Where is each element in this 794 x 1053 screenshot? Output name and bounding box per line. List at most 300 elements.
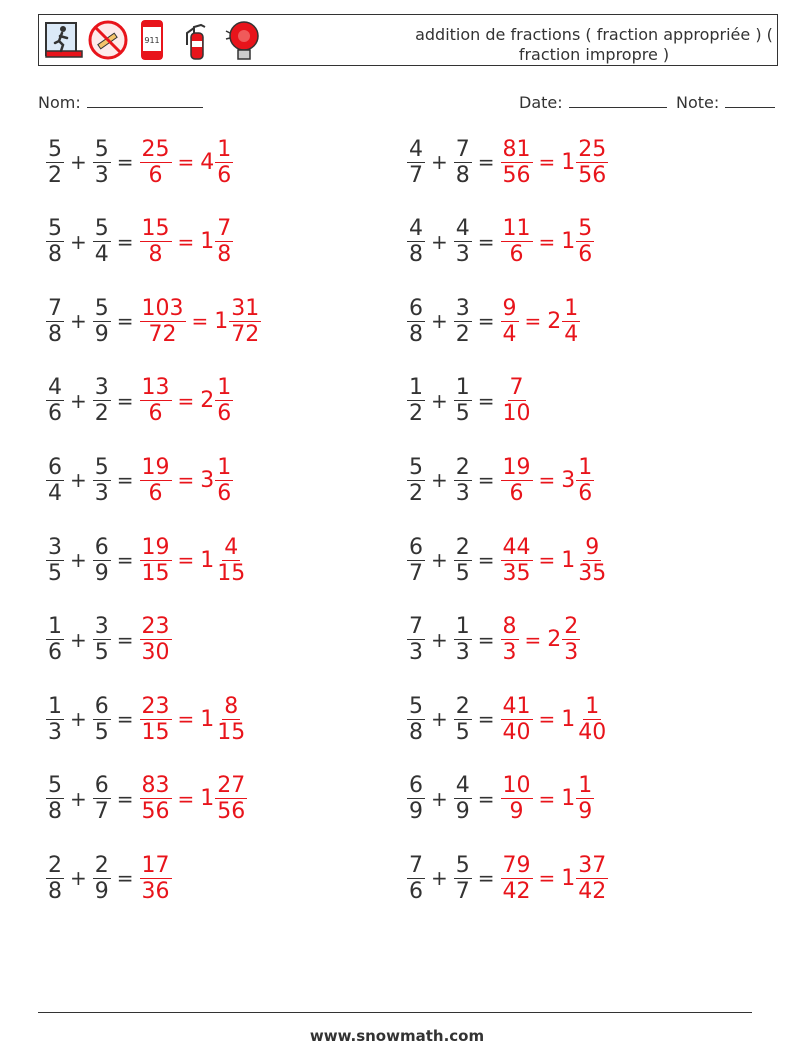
addend-b-fraction-numerator: 5 (94, 216, 109, 242)
mixed-denominator: 8 (217, 242, 232, 268)
addend-a-fraction-denominator: 7 (409, 162, 423, 188)
addend-a-fraction-numerator: 5 (48, 216, 62, 242)
footer-divider (38, 1012, 752, 1013)
result-improper-fraction (140, 535, 172, 586)
result-improper-fraction-numerator: 8 (502, 614, 517, 640)
mixed-fraction-part (562, 614, 580, 665)
mixed-numerator: 1 (217, 454, 232, 480)
mixed-numerator: 4 (224, 534, 239, 560)
addend-a-fraction (46, 455, 64, 506)
mixed-whole-part: 2 (547, 627, 562, 653)
result-improper-fraction-denominator: 6 (509, 480, 524, 506)
addend-b-fraction (93, 535, 111, 586)
addend-b-fraction-numerator: 5 (455, 852, 470, 878)
addend-b-fraction (93, 614, 111, 665)
mixed-numerator: 2 (564, 614, 579, 640)
mixed-fraction-part (576, 455, 594, 506)
addend-a-fraction-numerator: 2 (48, 852, 62, 878)
plus-sign: + (431, 627, 448, 652)
problem-item (46, 448, 233, 512)
mixed-fraction-part (576, 853, 608, 904)
mixed-denominator: 4 (564, 321, 579, 347)
mixed-whole-part: 2 (547, 308, 562, 334)
result-improper-fraction-numerator: 79 (502, 852, 531, 878)
mixed-numerator: 1 (578, 454, 593, 480)
mixed-whole-part: 1 (561, 706, 576, 732)
addend-a-fraction-denominator: 5 (48, 560, 62, 586)
mixed-whole-part: 1 (561, 865, 576, 891)
addend-b-fraction-denominator: 3 (455, 242, 470, 268)
addend-a-fraction-numerator: 1 (409, 375, 423, 401)
addend-b-fraction (93, 296, 111, 347)
mixed-numerator: 31 (231, 295, 260, 321)
addend-b-fraction-denominator: 7 (94, 799, 109, 825)
mixed-denominator: 6 (217, 480, 232, 506)
result-improper-fraction (501, 137, 533, 188)
result-improper-fraction-denominator: 6 (509, 242, 524, 268)
addend-a-fraction (46, 853, 64, 904)
result-improper-fraction (501, 455, 533, 506)
addend-a-fraction-numerator: 4 (48, 375, 62, 401)
mixed-denominator: 56 (578, 162, 607, 188)
equals-sign: = (116, 866, 134, 891)
mixed-numerator: 7 (217, 216, 232, 242)
plus-sign: + (70, 627, 87, 652)
mixed-whole-part: 1 (200, 706, 215, 732)
equals-sign: = (116, 388, 134, 413)
addend-b-fraction-numerator: 2 (455, 454, 470, 480)
equals-sign: = (477, 707, 495, 732)
equals-sign: = (477, 866, 495, 891)
mixed-fraction-part (215, 375, 233, 426)
equals-sign-mixed: = (177, 150, 195, 174)
equals-sign: = (116, 707, 134, 732)
plus-sign: + (70, 150, 87, 174)
problem-item (407, 608, 580, 672)
plus-sign: + (431, 309, 448, 334)
mixed-fraction-part (215, 694, 247, 745)
result-improper-fraction (501, 773, 533, 824)
addend-b-fraction-denominator: 5 (455, 401, 470, 427)
svg-text:911: 911 (144, 36, 160, 45)
mixed-fraction-part (576, 535, 608, 586)
mixed-denominator: 35 (578, 560, 607, 586)
addend-a-fraction-denominator: 2 (409, 401, 423, 427)
addend-a-fraction (407, 375, 425, 426)
result-improper-fraction (140, 375, 172, 426)
result-improper-fraction (501, 296, 519, 347)
addend-b-fraction-denominator: 3 (94, 162, 109, 188)
worksheet-header (38, 14, 778, 66)
problem-item (46, 846, 172, 910)
addend-b-fraction (93, 137, 111, 188)
addend-b-fraction (93, 455, 111, 506)
equals-sign: = (477, 309, 495, 334)
addend-b-fraction-denominator: 5 (455, 719, 470, 745)
result-improper-fraction-denominator: 4 (502, 321, 517, 347)
addend-b-fraction-denominator: 9 (455, 799, 470, 825)
result-improper-fraction-numerator: 19 (141, 454, 170, 480)
addend-b-fraction-denominator: 9 (94, 560, 109, 586)
addend-a-fraction (407, 296, 425, 347)
mixed-denominator: 56 (217, 799, 246, 825)
addend-a-fraction-numerator: 6 (409, 773, 423, 799)
addend-a-fraction (407, 216, 425, 267)
mixed-whole-part: 1 (561, 149, 576, 175)
result-improper-fraction-numerator: 25 (141, 136, 170, 162)
equals-sign: = (477, 548, 495, 572)
problem-item (407, 767, 594, 831)
plus-sign: + (70, 548, 87, 572)
addend-b-fraction (93, 773, 111, 824)
result-improper-fraction-denominator: 8 (148, 242, 163, 268)
addend-a-fraction-denominator: 8 (409, 719, 423, 745)
name-blank (87, 93, 203, 108)
result-improper-fraction-denominator: 6 (148, 401, 163, 427)
mixed-numerator: 25 (578, 136, 607, 162)
addend-a-fraction-numerator: 5 (409, 454, 423, 480)
name-field (38, 93, 203, 112)
mixed-denominator: 6 (578, 480, 593, 506)
addend-a-fraction-denominator: 8 (48, 242, 62, 268)
mixed-numerator: 9 (585, 534, 600, 560)
addend-b-fraction-denominator: 7 (455, 878, 470, 904)
problem-item (46, 289, 261, 353)
problem-item (46, 608, 172, 672)
addend-a-fraction (407, 614, 425, 665)
addend-b-fraction-denominator: 5 (94, 719, 109, 745)
equals-sign-mixed: = (538, 866, 556, 891)
mixed-fraction-part (576, 773, 594, 824)
mixed-denominator: 15 (217, 560, 246, 586)
mixed-fraction-part (229, 296, 261, 347)
result-improper-fraction (140, 137, 172, 188)
addend-b-fraction (93, 694, 111, 745)
result-improper-fraction-numerator: 13 (141, 375, 170, 401)
equals-sign: = (116, 468, 134, 493)
grade-label: Note: (676, 93, 720, 112)
fire-extinguisher-icon (175, 19, 217, 61)
addend-a-fraction (407, 694, 425, 745)
grade-blank (725, 93, 775, 108)
addend-b-fraction-numerator: 4 (455, 773, 470, 799)
result-improper-fraction-denominator: 9 (509, 799, 524, 825)
plus-sign: + (70, 309, 87, 334)
result-improper-fraction-denominator: 56 (502, 162, 531, 188)
addend-a-fraction (46, 535, 64, 586)
equals-sign: = (116, 150, 134, 174)
equals-sign: = (116, 627, 134, 652)
mixed-denominator: 6 (217, 162, 232, 188)
result-improper-fraction (501, 375, 533, 426)
grade-field (676, 93, 775, 112)
addend-a-fraction-numerator: 7 (409, 614, 423, 640)
addend-b-fraction-numerator: 5 (94, 295, 109, 321)
addend-b-fraction (454, 773, 472, 824)
mixed-whole-part: 1 (200, 547, 215, 573)
equals-sign-mixed: = (524, 309, 542, 334)
result-improper-fraction-denominator: 30 (141, 640, 170, 666)
addend-a-fraction-denominator: 3 (409, 640, 423, 666)
problem-item (46, 528, 247, 592)
result-improper-fraction (501, 535, 533, 586)
problem-item (407, 130, 608, 194)
result-improper-fraction-denominator: 15 (141, 719, 170, 745)
plus-sign: + (431, 786, 448, 811)
mixed-denominator: 3 (564, 640, 579, 666)
addend-b-fraction (454, 455, 472, 506)
addend-a-fraction-denominator: 8 (409, 321, 423, 347)
plus-sign: + (431, 866, 448, 891)
mixed-whole-part: 1 (561, 786, 576, 812)
addend-b-fraction (454, 137, 472, 188)
mixed-numerator: 5 (578, 216, 593, 242)
addend-a-fraction-numerator: 7 (409, 852, 423, 878)
addend-b-fraction-numerator: 3 (455, 295, 470, 321)
mixed-fraction-part (215, 137, 233, 188)
result-improper-fraction-numerator: 81 (502, 136, 531, 162)
addend-a-fraction-numerator: 5 (48, 773, 62, 799)
addend-a-fraction-denominator: 4 (48, 480, 62, 506)
addend-b-fraction-denominator: 9 (94, 321, 109, 347)
addend-b-fraction-numerator: 2 (455, 534, 470, 560)
addend-b-fraction-denominator: 5 (455, 560, 470, 586)
addend-a-fraction-numerator: 5 (409, 693, 423, 719)
mixed-fraction-part (215, 773, 247, 824)
plus-sign: + (70, 786, 87, 811)
addend-b-fraction (454, 296, 472, 347)
addend-b-fraction (454, 216, 472, 267)
addend-a-fraction-denominator: 8 (48, 799, 62, 825)
equals-sign: = (477, 468, 495, 493)
result-improper-fraction (501, 216, 533, 267)
equals-sign-mixed: = (177, 468, 195, 493)
addend-b-fraction-denominator: 2 (455, 321, 470, 347)
fire-alarm-bell-icon (223, 19, 265, 61)
addend-a-fraction (407, 137, 425, 188)
result-improper-fraction-denominator: 72 (148, 321, 177, 347)
equals-sign-mixed: = (524, 627, 542, 652)
mixed-whole-part: 1 (561, 547, 576, 573)
result-improper-fraction (140, 296, 186, 347)
result-improper-fraction-numerator: 10 (502, 773, 531, 799)
mixed-denominator: 42 (578, 878, 607, 904)
mixed-fraction-part (576, 137, 608, 188)
plus-sign: + (431, 388, 448, 413)
mixed-fraction-part (215, 535, 247, 586)
result-improper-fraction-numerator: 11 (502, 216, 531, 242)
addend-b-fraction-numerator: 2 (455, 693, 470, 719)
no-smoking-icon (87, 19, 129, 61)
addend-a-fraction (46, 773, 64, 824)
plus-sign: + (70, 388, 87, 413)
equals-sign-mixed: = (538, 229, 556, 254)
result-improper-fraction-denominator: 40 (502, 719, 531, 745)
addend-b-fraction-numerator: 1 (455, 375, 470, 401)
mixed-denominator: 15 (217, 719, 246, 745)
result-improper-fraction (140, 694, 172, 745)
addend-b-fraction (454, 375, 472, 426)
addend-a-fraction (407, 773, 425, 824)
worksheet-title: addition de fractions ( fraction appropriée ) ( fraction impropre ) (415, 25, 773, 64)
addend-a-fraction-denominator: 8 (48, 878, 62, 904)
result-improper-fraction-numerator: 41 (502, 693, 531, 719)
problem-item (46, 210, 233, 274)
result-improper-fraction-numerator: 9 (502, 295, 517, 321)
mixed-fraction-part (576, 216, 594, 267)
mixed-numerator: 27 (217, 773, 246, 799)
equals-sign: = (116, 229, 134, 254)
mixed-denominator: 72 (231, 321, 260, 347)
addend-b-fraction (454, 535, 472, 586)
addend-b-fraction (93, 216, 111, 267)
addend-b-fraction-denominator: 4 (94, 242, 109, 268)
mixed-whole-part: 1 (561, 229, 576, 255)
plus-sign: + (70, 866, 87, 891)
addend-a-fraction-numerator: 6 (409, 295, 423, 321)
equals-sign: = (116, 309, 134, 334)
mixed-whole-part: 1 (200, 229, 215, 255)
addend-a-fraction-numerator: 6 (48, 454, 62, 480)
addend-b-fraction-denominator: 3 (455, 480, 470, 506)
plus-sign: + (70, 229, 87, 254)
date-label: Date: (519, 93, 563, 112)
plus-sign: + (70, 468, 87, 493)
mixed-numerator: 1 (217, 136, 232, 162)
addend-b-fraction (454, 853, 472, 904)
addend-a-fraction (46, 614, 64, 665)
problem-item (46, 130, 233, 194)
result-improper-fraction-numerator: 23 (141, 614, 170, 640)
mixed-denominator: 9 (578, 799, 593, 825)
addend-a-fraction (46, 216, 64, 267)
problem-item (407, 289, 580, 353)
addend-b-fraction-numerator: 5 (94, 454, 109, 480)
plus-sign: + (431, 229, 448, 254)
addend-a-fraction-numerator: 1 (48, 693, 62, 719)
addend-a-fraction-denominator: 6 (409, 878, 423, 904)
mixed-fraction-part (215, 216, 233, 267)
mixed-whole-part: 2 (200, 388, 215, 414)
addend-a-fraction-numerator: 5 (48, 136, 62, 162)
result-improper-fraction-numerator: 17 (141, 852, 170, 878)
plus-sign: + (431, 468, 448, 493)
mixed-numerator: 37 (578, 852, 607, 878)
plus-sign: + (431, 548, 448, 572)
addend-a-fraction (46, 296, 64, 347)
addend-b-fraction-numerator: 3 (94, 375, 109, 401)
mixed-numerator: 1 (578, 773, 593, 799)
equals-sign-mixed: = (538, 786, 556, 811)
addend-a-fraction-denominator: 6 (48, 401, 62, 427)
mixed-fraction-part (215, 455, 233, 506)
result-improper-fraction (140, 614, 172, 665)
addend-a-fraction (407, 535, 425, 586)
problem-item (407, 846, 608, 910)
addend-a-fraction-denominator: 6 (48, 640, 62, 666)
addend-a-fraction (46, 694, 64, 745)
result-improper-fraction-numerator: 19 (141, 534, 170, 560)
result-improper-fraction-denominator: 56 (141, 799, 170, 825)
result-improper-fraction (501, 853, 533, 904)
addend-b-fraction-numerator: 7 (455, 136, 470, 162)
addend-a-fraction-denominator: 8 (48, 321, 62, 347)
problem-item (407, 369, 533, 433)
emergency-exit-icon (43, 19, 85, 61)
equals-sign-mixed: = (538, 707, 556, 732)
result-improper-fraction (501, 614, 519, 665)
result-improper-fraction-numerator: 44 (502, 534, 531, 560)
addend-b-fraction-numerator: 6 (94, 534, 109, 560)
addend-a-fraction-denominator: 8 (409, 242, 423, 268)
equals-sign: = (477, 627, 495, 652)
addend-a-fraction-numerator: 4 (409, 136, 423, 162)
mixed-whole-part: 3 (200, 467, 215, 493)
addend-b-fraction-numerator: 3 (94, 614, 109, 640)
addend-b-fraction-numerator: 1 (455, 614, 470, 640)
result-improper-fraction-denominator: 6 (148, 162, 163, 188)
addend-b-fraction-numerator: 5 (94, 136, 109, 162)
addend-b-fraction-numerator: 6 (94, 693, 109, 719)
addend-b-fraction-denominator: 3 (455, 640, 470, 666)
result-improper-fraction-denominator: 15 (141, 560, 170, 586)
addend-b-fraction (93, 375, 111, 426)
equals-sign: = (477, 388, 495, 413)
result-improper-fraction-numerator: 23 (141, 693, 170, 719)
equals-sign-mixed: = (177, 229, 195, 254)
addend-b-fraction-denominator: 3 (94, 480, 109, 506)
equals-sign: = (477, 786, 495, 811)
plus-sign: + (431, 150, 448, 174)
result-improper-fraction-numerator: 19 (502, 454, 531, 480)
addend-a-fraction-denominator: 3 (48, 719, 62, 745)
addend-a-fraction-denominator: 2 (48, 162, 62, 188)
name-label: Nom: (38, 93, 81, 112)
result-improper-fraction-denominator: 6 (148, 480, 163, 506)
equals-sign-mixed: = (177, 548, 195, 572)
addend-b-fraction-denominator: 8 (455, 162, 470, 188)
addend-b-fraction-denominator: 9 (94, 878, 109, 904)
date-field (519, 93, 667, 112)
result-improper-fraction-numerator: 83 (141, 773, 170, 799)
result-improper-fraction-numerator: 7 (509, 375, 524, 401)
mixed-numerator: 1 (217, 375, 232, 401)
mixed-denominator: 40 (578, 719, 607, 745)
addend-a-fraction-numerator: 1 (48, 614, 62, 640)
equals-sign: = (116, 786, 134, 811)
result-improper-fraction (501, 694, 533, 745)
problem-item (407, 448, 594, 512)
mixed-whole-part: 1 (214, 308, 229, 334)
result-improper-fraction-numerator: 15 (141, 216, 170, 242)
mixed-numerator: 1 (564, 295, 579, 321)
equals-sign-mixed: = (177, 388, 195, 413)
mixed-whole-part: 4 (200, 149, 215, 175)
plus-sign: + (431, 707, 448, 732)
mixed-denominator: 6 (578, 242, 593, 268)
equals-sign: = (477, 229, 495, 254)
addend-b-fraction-denominator: 2 (94, 401, 109, 427)
footer-url: www.snowmath.com (309, 1027, 485, 1045)
result-improper-fraction-numerator: 103 (141, 295, 184, 321)
result-improper-fraction-denominator: 3 (502, 640, 517, 666)
problem-item (407, 528, 608, 592)
date-blank (569, 93, 667, 108)
addend-b-fraction-numerator: 6 (94, 773, 109, 799)
equals-sign-mixed: = (538, 468, 556, 493)
equals-sign-mixed: = (177, 707, 195, 732)
equals-sign-mixed: = (538, 548, 556, 572)
